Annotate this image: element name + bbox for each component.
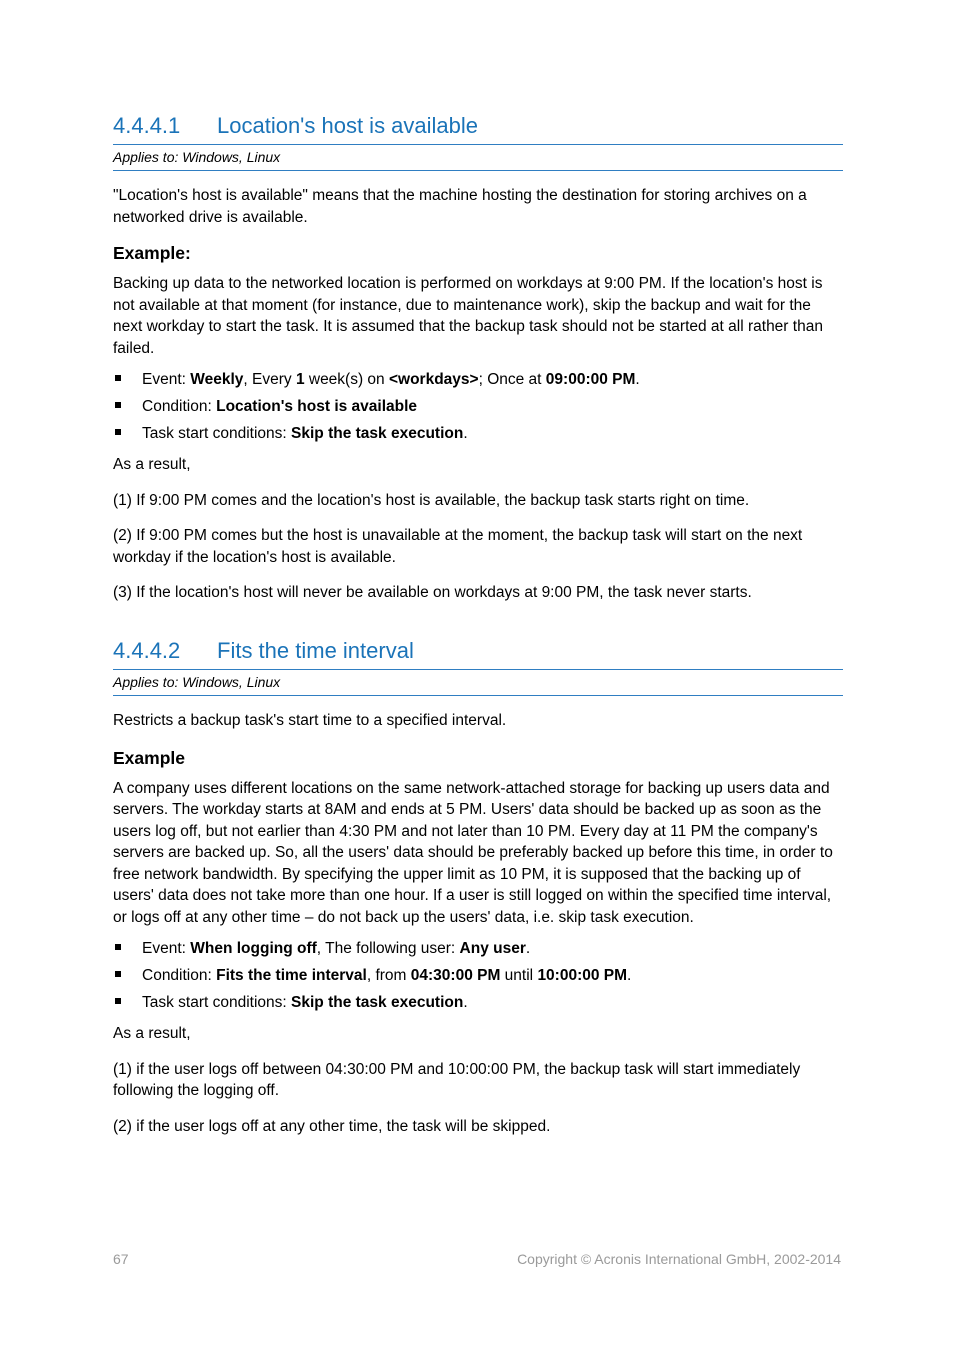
- bullet-square-icon: [115, 971, 121, 977]
- result-item: (2) if the user logs off at any other time, the task will be skipped.: [113, 1117, 551, 1135]
- section-heading: [113, 112, 843, 145]
- list-item: Task start conditions: Skip the task execution.: [113, 992, 843, 1019]
- page-footer: [113, 1251, 841, 1267]
- bullet-square-icon: [115, 375, 121, 381]
- section-number: 4.4.4.1: [113, 113, 181, 138]
- bullet-square-icon: [115, 944, 121, 950]
- example-paragraph: Backing up data to the networked location is performed on workdays at 9:00 PM. If the location's host is not available at that moment (for instance, due to maintenance work), skip the backup and wait for the next workday to start the task. It is assumed that the backup task should not be started at all rather than failed.: [113, 275, 823, 357]
- section-number: 4.4.4.2: [113, 638, 181, 663]
- section-title: Fits the time interval: [217, 638, 414, 663]
- example-heading: Example:: [113, 243, 191, 263]
- applies-to-line: Applies to: Windows, Linux: [113, 670, 843, 696]
- list-item: Event: When logging off, The following user: Any user.: [113, 938, 843, 965]
- intro-paragraph: "Location's host is available" means that the machine hosting the destination for storing archives on a networked drive is available.: [113, 187, 807, 226]
- copyright-notice: Copyright © Acronis International GmbH, 2002-2014: [517, 1251, 841, 1267]
- result-item: (1) If 9:00 PM comes and the location's host is available, the backup task starts right on time.: [113, 491, 750, 509]
- intro-paragraph: Restricts a backup task's start time to a specified interval.: [113, 712, 507, 729]
- section-heading: [113, 637, 843, 670]
- result-intro: As a result,: [113, 1025, 191, 1042]
- result-intro: As a result,: [113, 456, 191, 473]
- bullet-square-icon: [115, 998, 121, 1004]
- bullet-square-icon: [115, 402, 121, 408]
- section-fits-time-interval: [113, 637, 843, 1137]
- section-locations-host-available: [113, 112, 843, 604]
- result-item: (3) If the location's host will never be available on workdays at 9:00 PM, the task never starts.: [113, 584, 752, 601]
- applies-to-line: Applies to: Windows, Linux: [113, 145, 843, 171]
- list-item: Event: Weekly, Every 1 week(s) on <workdays>; Once at 09:00:00 PM.: [113, 369, 843, 396]
- settings-list: [113, 369, 843, 450]
- list-item: Task start conditions: Skip the task execution.: [113, 423, 843, 450]
- list-item: Condition: Location's host is available: [113, 396, 843, 423]
- example-paragraph: A company uses different locations on the same network-attached storage for backing up users data and servers. The workday starts at 8AM and ends at 5 PM. Users' data should be backed up as soon as the users log off, but not earlier than 4:30 PM and not later than 10 PM. Every day at 11 PM the company's servers are backed up. So, all the users' data should be preferably backed up before this time, in order to free network bandwidth. By specifying the upper limit as 10 PM, it is supposed that the backing up of users' data does not take more than one hour. If a user is still logged on within the specified time interval, or logs off at any other time – do not back up the users' data, i.e. skip task execution.: [113, 779, 833, 926]
- section-title: Location's host is available: [217, 113, 479, 138]
- result-item: (2) If 9:00 PM comes but the host is unavailable at the moment, the backup task will start on the next workday if the location's host is available.: [113, 527, 803, 566]
- settings-list: [113, 938, 843, 1019]
- page-number: 67: [113, 1251, 129, 1267]
- example-heading: Example: [113, 747, 185, 768]
- bullet-square-icon: [115, 429, 121, 435]
- result-item: (1) if the user logs off between 04:30:00 PM and 10:00:00 PM, the backup task will start immediately following the logging off.: [113, 1060, 801, 1099]
- list-item: Condition: Fits the time interval, from 04:30:00 PM until 10:00:00 PM.: [113, 965, 843, 992]
